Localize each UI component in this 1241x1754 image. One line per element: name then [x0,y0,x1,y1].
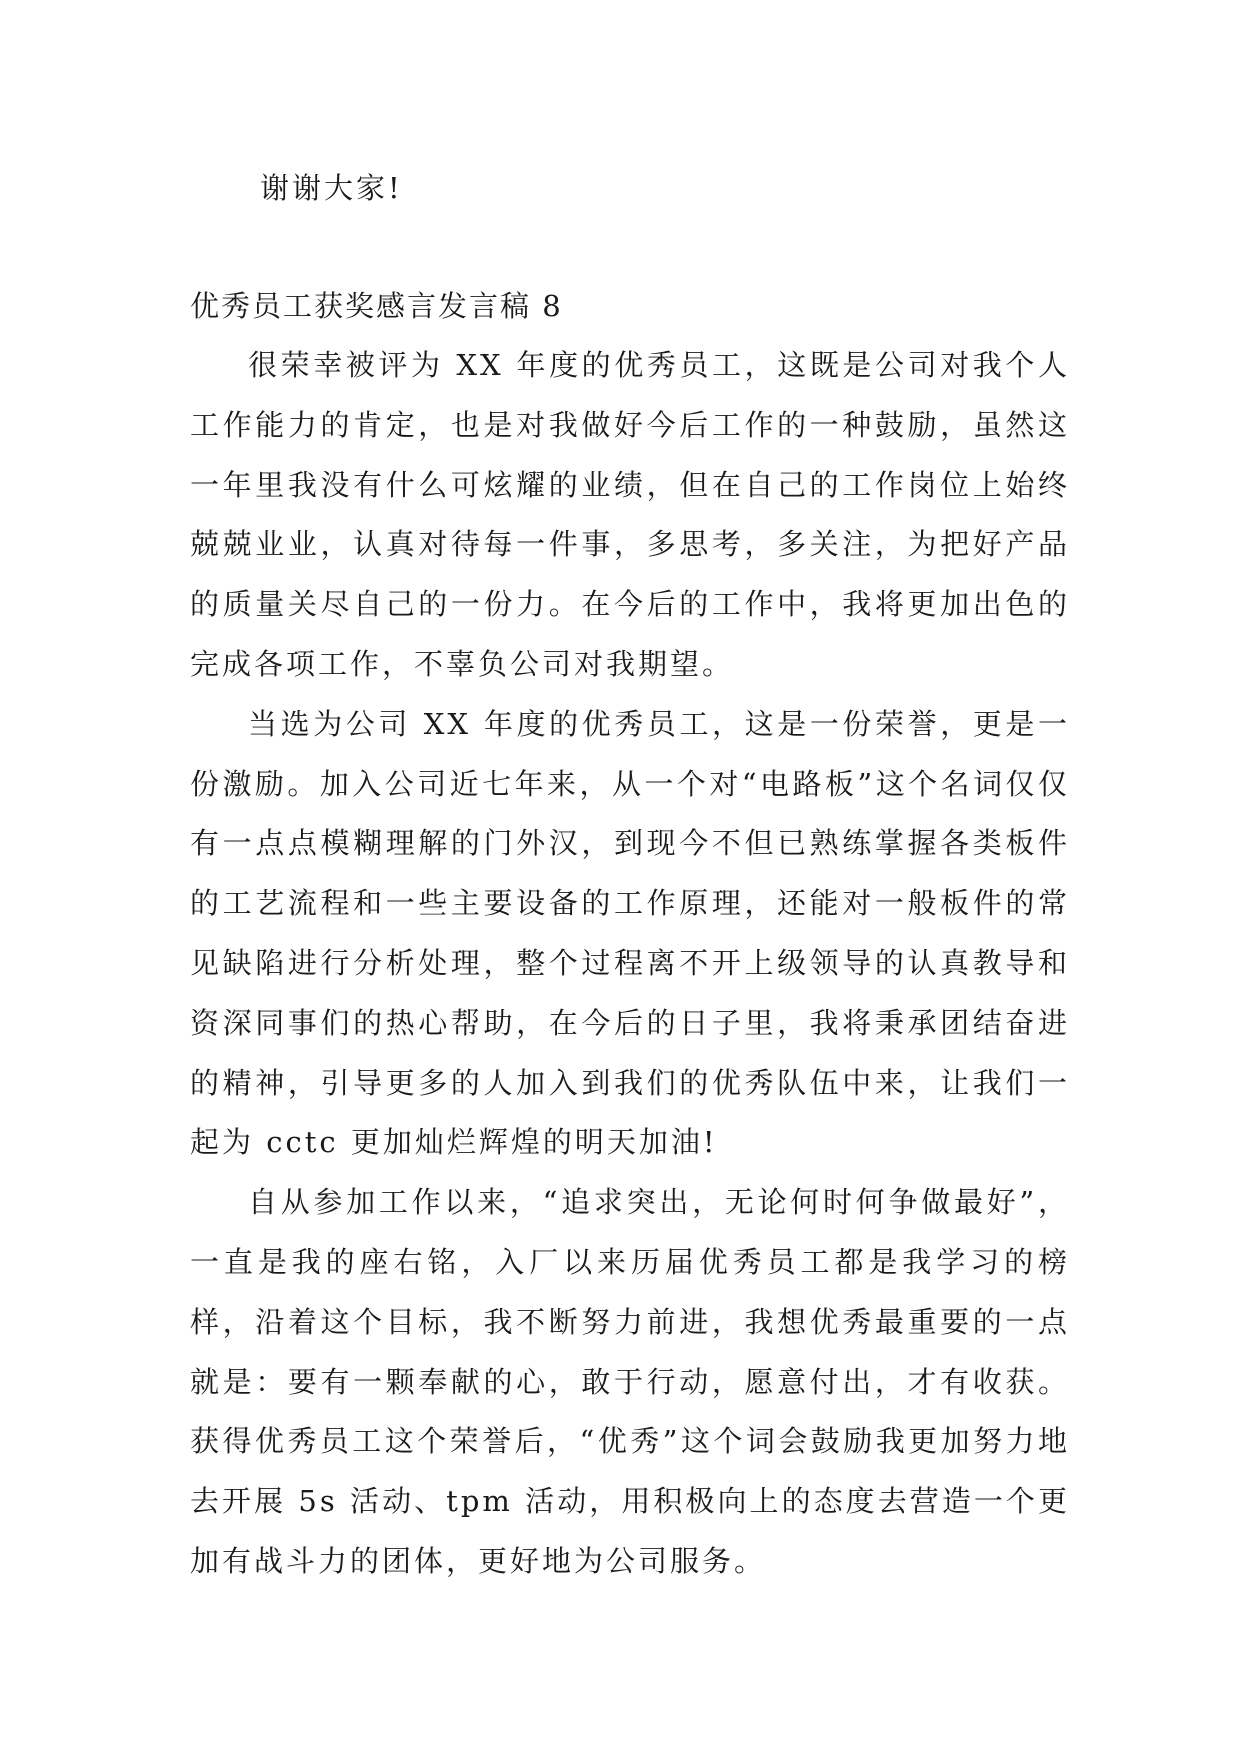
paragraph-1: 很荣幸被评为 XX 年度的优秀员工，这既是公司对我个人工作能力的肯定，也是对我做好今后工作的一种鼓励，虽然这一年里我没有什么可炫耀的业绩，但在自己的工作岗位上始终兢兢业业，认真对待每一件事，多思考，多关注，为把好产品的质量关尽自己的一份力。在今后的工作中，我将更加出色的完成各项工作，不辜负公司对我期望。 [190,348,1070,681]
closing-line-text: 谢谢大家! [260,171,403,205]
closing-line [190,166,1070,207]
paragraph-3: 自从参加工作以来，“追求突出，无论何时何争做最好”，一直是我的座右铭，入厂以来历届优秀员工都是我学习的榜样，沿着这个目标，我不断努力前进，我想优秀最重要的一点就是：要有一颗奉献的心，敢于行动，愿意付出，才有收获。获得优秀员工这个荣誉后，“优秀”这个词会鼓励我更加努力地去开展 5s 活动、tpm 活动，用积极向上的态度去营造一个更加有战斗力的团体，更好地为公司服务。 [190,1185,1070,1578]
speech-body [190,336,1070,1592]
speech-title: 优秀员工获奖感言发言稿 8 [190,289,563,323]
paragraph-2: 当选为公司 XX 年度的优秀员工，这是一份荣誉，更是一份激励。加入公司近七年来，从一个对“电路板”这个名词仅仅有一点点模糊理解的门外汉，到现今不但已熟练掌握各类板件的工艺流程和一些主要设备的工作原理，还能对一般板件的常见缺陷进行分析处理，整个过程离不开上级领导的认真教导和资深同事们的热心帮助，在今后的日子里，我将秉承团结奋进的精神，引导更多的人加入到我们的优秀队伍中来，让我们一起为 cctc 更加灿烂辉煌的明天加油! [190,706,1070,1160]
